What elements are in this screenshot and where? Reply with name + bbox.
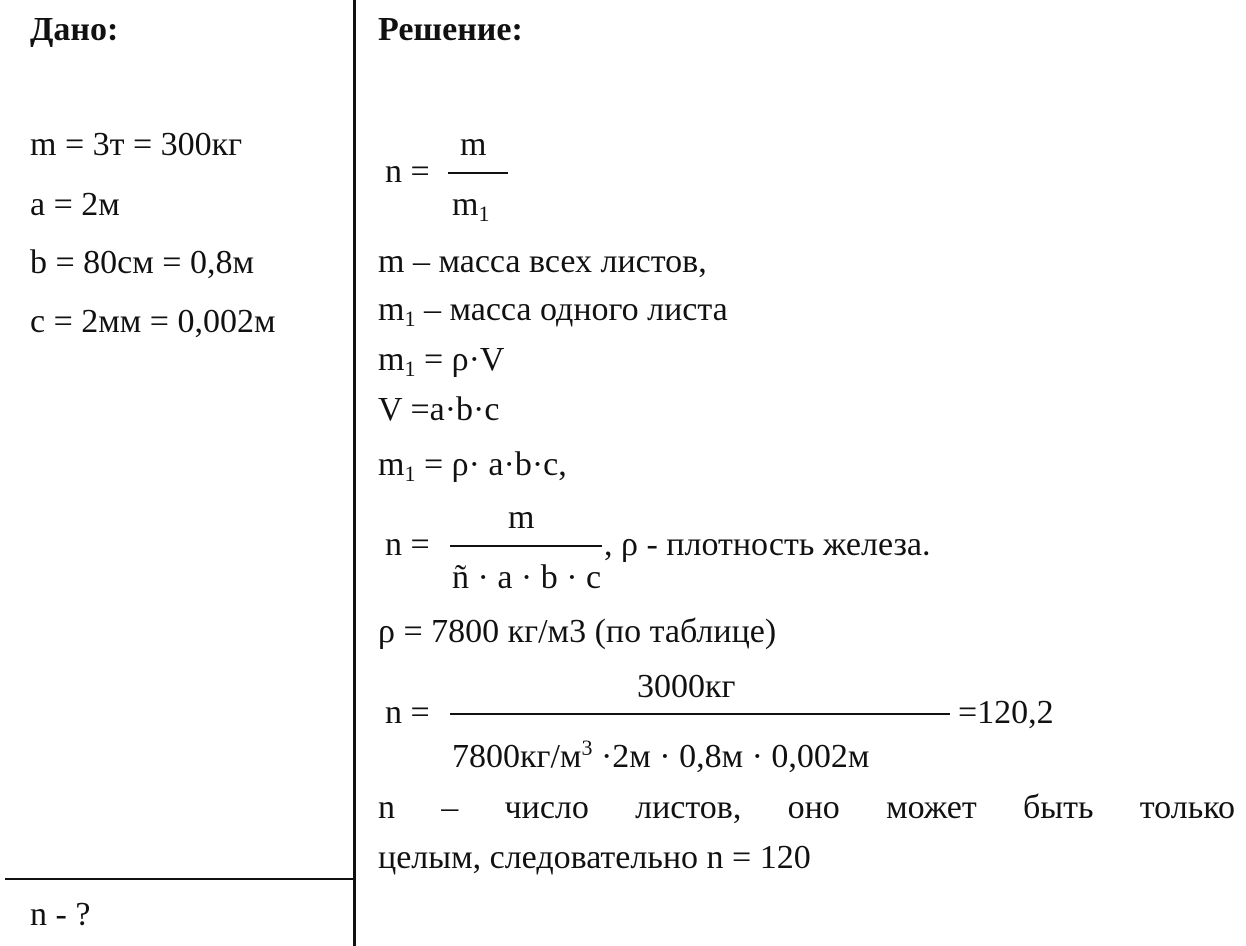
- formula-denominator: ñ · a · b · c: [452, 559, 602, 596]
- solution-line: $m_1 = \rho\cdot V$: [378, 341, 505, 381]
- find-item: n - ?: [30, 896, 91, 933]
- solution-line: $m_1$ – масса одного листа: [378, 291, 728, 331]
- formula-numerator: m: [508, 499, 535, 536]
- solution-line: V =a·b·c: [378, 391, 500, 428]
- formula-note: , ρ - плотность железа.: [604, 526, 931, 563]
- formula-denominator: $7800кг/м^3 \cdot 2м \cdot 0,8м \cdot 0,002м$: [452, 735, 870, 775]
- fraction-bar: [448, 172, 508, 174]
- formula-denominator: $m_1$: [452, 186, 490, 226]
- given-item: b = 80см = 0,8м: [30, 244, 254, 281]
- formula-lhs: n =: [385, 694, 430, 731]
- solution-line: ρ = 7800 кг/м3 (по таблице): [378, 613, 777, 650]
- solution-line: $m_1 = \rho\cdot a\cdot b\cdot c$,: [378, 446, 567, 486]
- fraction-bar: [450, 713, 950, 715]
- fraction-bar: [450, 545, 602, 547]
- solution-line: n – число листов, оно может быть только: [378, 789, 1235, 826]
- formula-numerator: 3000кг: [637, 668, 736, 705]
- given-item: m = 3т = 300кг: [30, 126, 243, 163]
- formula-lhs: n =: [385, 526, 430, 563]
- given-item: a = 2м: [30, 186, 120, 223]
- column-divider: [353, 0, 356, 946]
- given-item: c = 2мм = 0,002м: [30, 303, 276, 340]
- formula-lhs: n =: [385, 153, 430, 190]
- solution-line: m – масса всех листов,: [378, 243, 707, 280]
- formula-result: =120,2: [958, 694, 1054, 731]
- given-heading: Дано:: [30, 11, 119, 48]
- solution-line: целым, следовательно n = 120: [378, 839, 811, 876]
- formula-numerator: m: [460, 126, 487, 163]
- solution-heading: Решение:: [378, 11, 523, 48]
- given-divider: [5, 878, 355, 880]
